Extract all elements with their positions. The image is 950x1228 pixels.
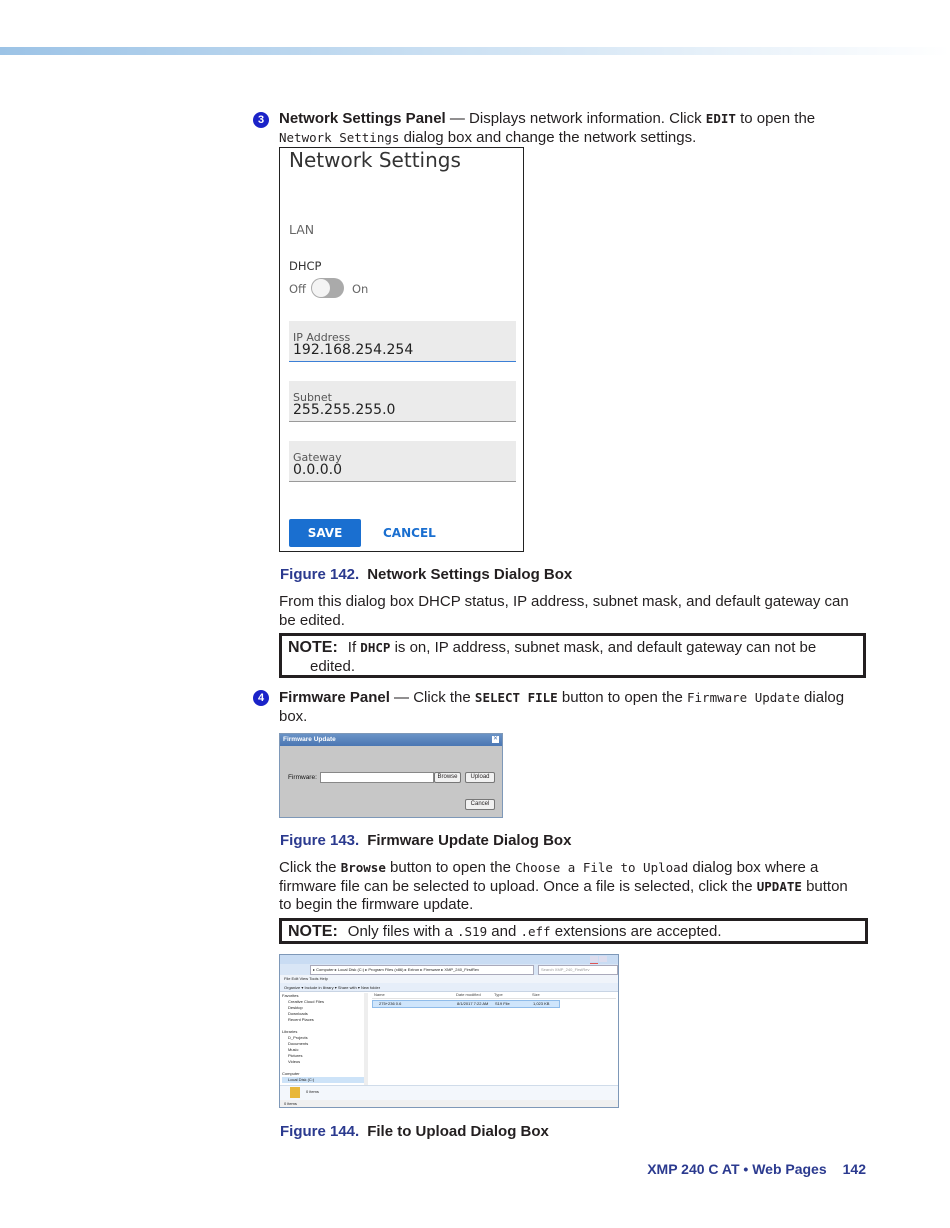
nav-item[interactable]: Favorites [282,993,299,998]
gateway-value: 0.0.0.0 [293,462,342,478]
note1-pre: If [347,639,361,656]
gateway-label: Gateway [293,451,342,464]
firmware-update-code: Firmware Update [687,690,800,705]
nav-item[interactable]: D_Projects [288,1035,308,1040]
minimize-icon[interactable] [590,956,598,962]
file-date: 8/1/2017 7:22 AM [457,1001,489,1006]
network-settings-dialog [279,147,524,552]
page-number: 142 [842,1161,866,1177]
network-settings-code: Network Settings [279,129,400,145]
note2-pre: Only files with a [347,923,457,940]
details-text: 0 items [306,1089,319,1094]
para143-c: dialog box where a firmware file can be selected to upload. Once a file is selected, click the [279,859,819,895]
ip-address-label: IP Address [293,331,351,344]
toggle-knob [312,279,330,297]
file-row[interactable] [372,1000,560,1008]
nav-item[interactable]: Videos [288,1059,301,1064]
dhcp-label: DHCP [289,259,322,273]
section4-end: dialog box. [279,689,845,725]
figure-144-label: Figure 144. [280,1123,360,1140]
window-controls [589,956,615,962]
file-list [372,991,616,1087]
note-label: NOTE: [288,639,338,656]
cancel-button[interactable]: Cancel [465,799,495,810]
details-pane [280,1085,618,1100]
subnet-field[interactable] [289,381,516,422]
lan-label: LAN [289,222,315,237]
para143-b: button to open the [385,859,516,876]
firmware-title-bar: Firmware Update [280,734,502,746]
nav-item[interactable]: Pictures [288,1053,303,1058]
para143-a: Click the [279,859,341,876]
window-title-bar [280,955,618,964]
section3-title: Network Settings Panel [279,110,446,127]
figure-144-caption [280,1123,549,1140]
col-type[interactable]: Type [494,992,503,997]
dialog-title: Network Settings [289,148,461,172]
dhcp-code: DHCP [360,640,391,655]
maximize-icon[interactable] [599,956,607,962]
address-bar[interactable]: ▸ Computer ▸ Local Disk (C:) ▸ Program Files (x86) ▸ Extron ▸ Firmware ▸ XMP_240_FirstRev [310,965,534,975]
section3-text [279,110,864,147]
paragraph-142: From this dialog box DHCP status, IP address, subnet mask, and default gateway can be edited. [279,593,849,629]
firmware-field-label: Firmware: [288,774,317,781]
search-input[interactable]: Search XMP_240_FirstRev [538,965,618,975]
figure-143-title: Firmware Update Dialog Box [367,832,572,849]
nav-item[interactable]: Libraries [282,1029,298,1034]
col-date[interactable]: Date modified [456,992,481,997]
file-type: S19 File [495,1001,510,1006]
figure-142-title: Network Settings Dialog Box [367,566,573,583]
footer-title: XMP 240 C AT • Web Pages [647,1161,827,1177]
ip-address-field[interactable] [289,321,516,362]
figure-144-title: File to Upload Dialog Box [367,1123,549,1140]
col-size[interactable]: Size [532,992,540,997]
scrollbar[interactable] [364,993,368,1085]
subnet-label: Subnet [293,391,332,404]
header-gradient-bar [0,47,950,55]
page-footer [647,1161,866,1177]
nav-item[interactable]: Desktop [288,1005,303,1010]
note-dhcp [279,633,866,678]
select-file-keyword: SELECT FILE [474,690,558,705]
para143-d: button to begin the firmware update. [279,877,848,913]
figure-143-caption [280,832,571,849]
note-extensions [279,918,868,944]
edit-keyword: EDIT [705,111,736,126]
firmware-file-input[interactable] [320,772,434,783]
menu-bar[interactable]: File Edit View Tools Help [280,975,618,983]
file-name: 275+236 0.6 [379,1001,402,1006]
navigation-pane [282,993,366,1089]
step-number-3: 3 [253,112,269,128]
section4-title: Firmware Panel [279,689,390,706]
figure-142-label: Figure 142. [280,566,360,583]
firmware-update-dialog [279,733,503,818]
folder-icon [290,1087,300,1098]
browse-button[interactable]: Browse [434,772,461,783]
figure-143-label: Figure 143. [280,832,360,849]
section3-dash-text: — Displays network information. Click [445,110,706,127]
close-icon[interactable]: ✕ [492,736,499,742]
nav-item[interactable]: Downloads [288,1011,308,1016]
choose-file-code: Choose a File to Upload [515,860,689,875]
status-bar: 0 items [280,1100,618,1108]
nav-item[interactable]: Recent Places [288,1017,314,1022]
nav-item[interactable]: Music [288,1047,299,1052]
browse-keyword: Browse [340,860,386,875]
section3-text-end: dialog box and change the network settings. [399,128,697,146]
update-keyword: UPDATE [756,878,802,894]
col-name[interactable]: Name [374,992,385,997]
dhcp-off-label: Off [289,282,306,296]
section4-mid: button to open the [557,689,687,706]
file-size: 1,023 KB [533,1001,550,1006]
upload-button[interactable]: Upload [465,772,495,783]
nav-item[interactable]: Creative Cloud Files [288,999,325,1004]
cancel-button[interactable]: CANCEL [383,526,436,540]
step-number-4: 4 [253,690,269,706]
section4-dash-text: — Click the [389,689,475,706]
save-button[interactable]: SAVE [289,519,361,547]
note2-mid: and [487,923,521,940]
paragraph-143 [279,859,864,915]
note1-line2: edited. [310,657,356,675]
note-label: NOTE: [288,923,338,940]
section3-text-mid: to open the [735,110,816,127]
figure-142-caption [280,566,572,583]
note2-post: extensions are accepted. [550,923,722,940]
nav-item[interactable]: Documents [288,1041,309,1046]
file-upload-dialog [279,954,619,1108]
toolbar[interactable]: Organize ▾ Include in library ▾ Share with ▾ New folder [280,983,618,992]
nav-item[interactable]: Computer [282,1071,300,1076]
dhcp-on-label: On [352,282,369,296]
gateway-field[interactable] [289,441,516,482]
s19-ext: .S19 [457,924,488,939]
column-headers [372,991,616,999]
subnet-value: 255.255.255.0 [293,402,396,418]
note1-post: is on, IP address, subnet mask, and default gateway can not be [390,639,817,656]
eff-ext: .eff [520,924,551,939]
section4-text [279,689,864,726]
nav-item-selected[interactable]: Local Disk (C:) [282,1077,366,1083]
ip-address-value: 192.168.254.254 [293,342,414,358]
dhcp-toggle[interactable] [311,278,344,298]
